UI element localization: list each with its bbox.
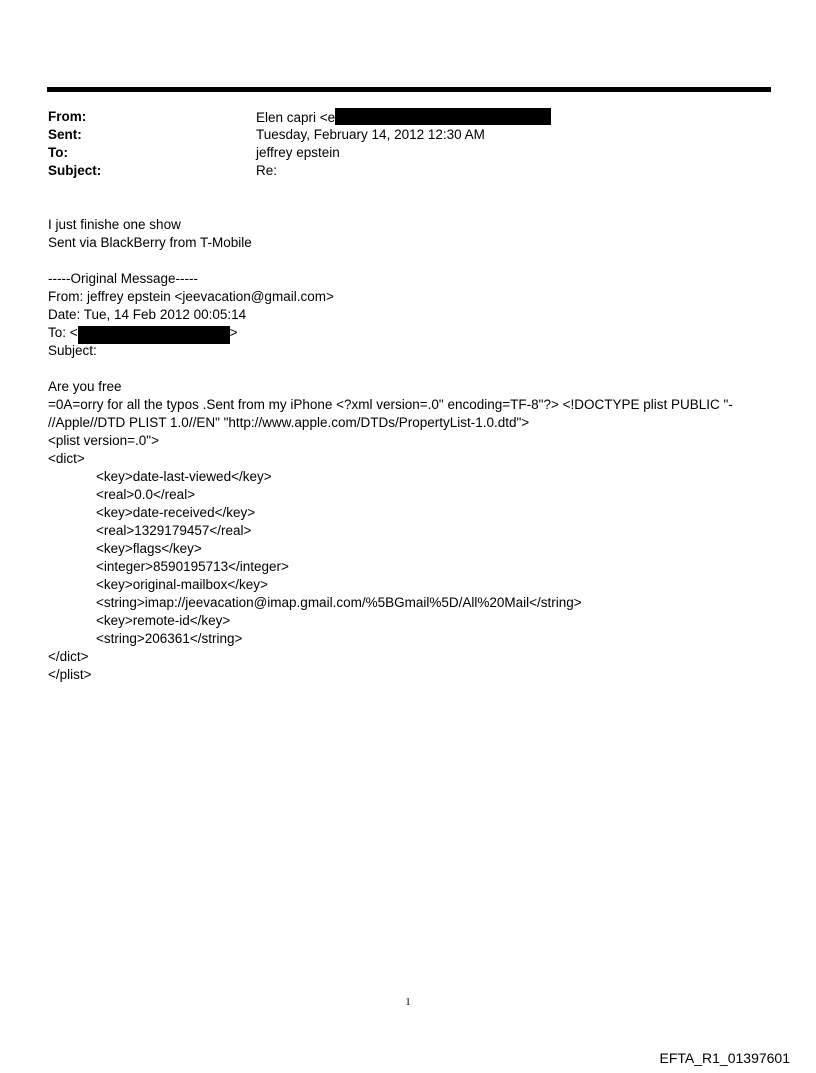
plist-line: <key>remote-id</key> bbox=[96, 613, 231, 628]
page-number: 1 bbox=[405, 996, 411, 1008]
from-label: From: bbox=[48, 109, 87, 124]
original-date: Date: Tue, 14 Feb 2012 00:05:14 bbox=[48, 307, 247, 322]
plist-line: <key>original-mailbox</key> bbox=[96, 577, 268, 592]
subject-value: Re: bbox=[256, 163, 278, 178]
plist-line: <real>0.0</real> bbox=[96, 487, 196, 502]
quoted-line: <plist version=.0"> bbox=[48, 433, 159, 448]
plist-line: <real>1329179457</real> bbox=[96, 523, 252, 538]
plist-line: <key>flags</key> bbox=[96, 541, 202, 556]
original-message-marker: -----Original Message----- bbox=[48, 271, 199, 286]
original-from: From: jeffrey epstein <jeevacation@gmail.com> bbox=[48, 289, 334, 304]
plist-line: <key>date-received</key> bbox=[96, 505, 256, 520]
from-value bbox=[256, 108, 551, 127]
plist-line: <key>date-last-viewed</key> bbox=[96, 469, 272, 484]
plist-line: <integer>8590195713</integer> bbox=[96, 559, 289, 574]
original-subject: Subject: bbox=[48, 343, 97, 358]
quoted-line: <dict> bbox=[48, 451, 85, 466]
sent-label: Sent: bbox=[48, 127, 82, 142]
plist-line: <string>206361</string> bbox=[96, 631, 243, 646]
body-line: I just finishe one show bbox=[48, 217, 181, 232]
plist-line: <string>imap://jeevacation@imap.gmail.com/%5BGmail%5D/All%20Mail</string> bbox=[96, 595, 582, 610]
document-id: EFTA_R1_01397601 bbox=[659, 1050, 790, 1066]
subject-label: Subject: bbox=[48, 163, 102, 178]
quoted-line: </plist> bbox=[48, 667, 92, 682]
redaction-box bbox=[335, 108, 551, 125]
quoted-line: Are you free bbox=[48, 379, 122, 394]
to-label: To: bbox=[48, 145, 68, 160]
header-rule bbox=[47, 87, 771, 92]
original-to-prefix: To: < bbox=[48, 325, 78, 340]
original-to-suffix: > bbox=[229, 325, 238, 340]
quoted-line: //Apple//DTD PLIST 1.0//EN" "http://www.apple.com/DTDs/PropertyList-1.0.dtd"> bbox=[48, 415, 530, 430]
sent-value: Tuesday, February 14, 2012 12:30 AM bbox=[256, 127, 485, 142]
quoted-line: =0A=orry for all the typos .Sent from my iPhone <?xml version=.0" encoding=TF-8"?> <!DOCTYPE plist PUBLIC "- bbox=[48, 397, 733, 412]
body-line: Sent via BlackBerry from T-Mobile bbox=[48, 235, 252, 250]
quoted-line: </dict> bbox=[48, 649, 89, 664]
redaction-box bbox=[78, 326, 230, 344]
from-value-text: Elen capri <e bbox=[256, 110, 336, 125]
original-to bbox=[48, 324, 238, 344]
to-value: jeffrey epstein bbox=[256, 145, 340, 160]
